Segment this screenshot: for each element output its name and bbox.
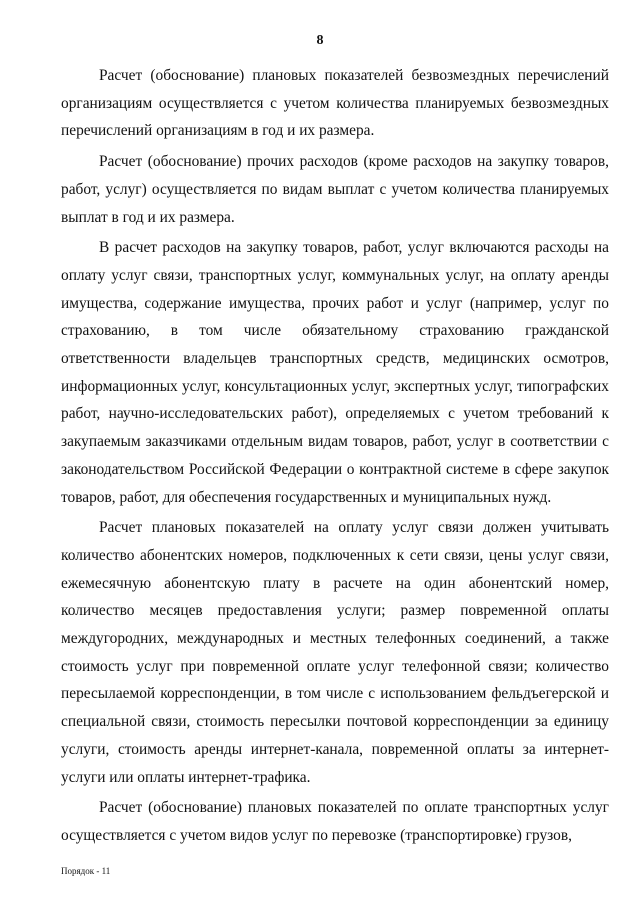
footer-note: Порядок - 11: [61, 866, 111, 876]
paragraph-communication-services: Расчет плановых показателей на оплату услуг связи должен учитывать количество абонентских номеров, подключенных к сети связи, цены услуг связи, ежемесячную абонентскую плату в расчете на один абонентский номер, количество месяцев предоставления услуги; размер повременной оплаты междугородних, международных и местных телефонных соединений, а также стоимость услуг при повременной оплате услуг телефонной связи; количество пересылаемой корреспонденции, в том числе с использованием фельдъегерской и специальной связи, стоимость пересылки почтовой корреспонденции за единицу услуги, стоимость аренды интернет-канала, повременной оплаты за интернет-услуги или оплаты интернет-трафика.: [61, 519, 609, 786]
paragraph-procurement-expenses: В расчет расходов на закупку товаров, работ, услуг включаются расходы на оплату услуг связи, транспортных услуг, коммунальных услуг, на оплату аренды имущества, содержание имущества, прочих работ и услуг (например, услуг по страхованию, в том числе обязательному страхованию гражданской ответственности владельцев транспортных средств, медицинских осмотров, информационных услуг, консультационных услуг, экспертных услуг, типографских работ, научно-исследовательских работ), определяемых с учетом требований к закупаемым заказчиками отдельным видам товаров, работ, услуг в соответствии с законодательством Российской Федерации о контрактной системе в сфере закупок товаров, работ, для обеспечения государственных и муниципальных нужд.: [61, 239, 609, 506]
page-number: 8: [316, 33, 324, 48]
paragraph-other-expenses: Расчет (обоснование) прочих расходов (кроме расходов на закупку товаров, работ, услуг) осуществляется по видам выплат с учетом количества планируемых выплат в год и их размера.: [61, 153, 609, 226]
document-body: [61, 62, 609, 853]
paragraph-grant-transfers: Расчет (обоснование) плановых показателей безвозмездных перечислений организациям осуществляется с учетом количества планируемых безвозмездных перечислений организациям в год и их размера.: [61, 67, 609, 140]
paragraph-transport-services: Расчет (обоснование) плановых показателей по оплате транспортных услуг осуществляется с учетом видов услуг по перевозке (транспортировке) грузов,: [61, 799, 609, 844]
